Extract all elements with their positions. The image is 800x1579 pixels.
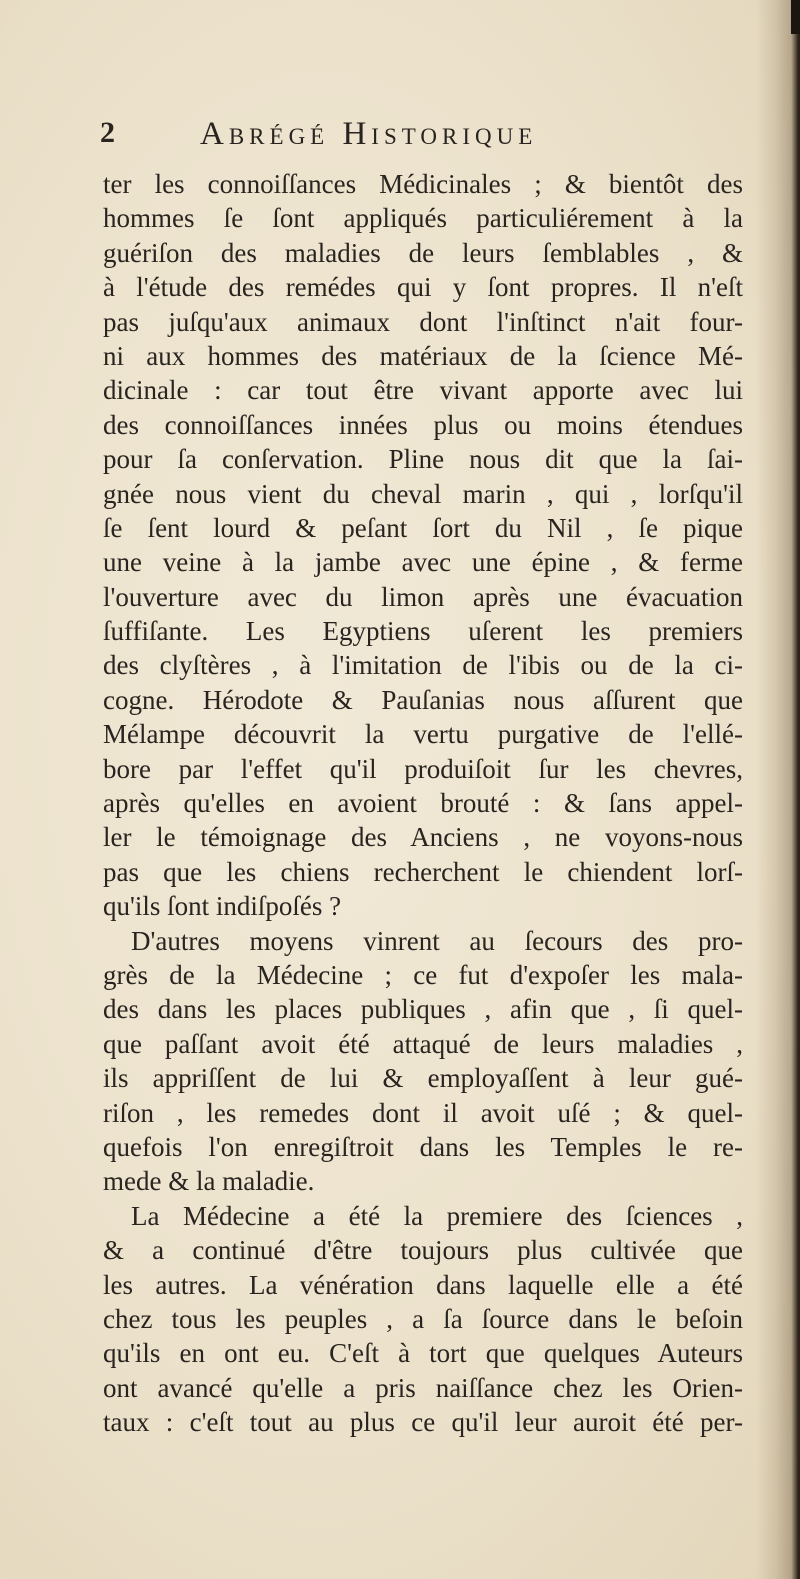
text-line: D'autres moyens vinrent au ſecours des pro- — [131, 925, 743, 956]
text-line: La Médecine a été la premiere des ſciences , — [131, 1200, 743, 1231]
text-line: pas juſqu'aux animaux dont l'inſtinct n'ait four- — [103, 306, 743, 337]
text-line: pour ſa conſervation. Pline nous dit que la ſai- — [103, 444, 743, 475]
page-edge-mark — [791, 0, 800, 34]
text-line: des dans les places publiques , afin que , ſi quel- — [103, 994, 743, 1025]
text-line: après qu'elles en avoient brouté : & ſans appel- — [103, 788, 743, 819]
text-line: dicinale : car tout être vivant apporte avec lui — [103, 375, 743, 406]
text-line: ter les connoiſſances Médicinales ; & bientôt des — [103, 169, 743, 199]
text-line: les autres. La vénération dans laquelle elle a été — [103, 1269, 743, 1300]
text-line: hommes ſe ſont appliqués particuliérement à la — [103, 203, 743, 234]
text-line: qu'ils en ont eu. C'eſt à tort que quelques Auteurs — [103, 1338, 743, 1369]
text-line: guériſon des maladies de leurs ſemblables , & — [103, 237, 743, 268]
text-line: mede & la maladie. — [103, 1166, 315, 1197]
text-line: grès de la Médecine ; ce fut d'expoſer les mala- — [103, 959, 743, 990]
text-line: qu'ils ſont indiſpoſés ? — [103, 891, 342, 922]
text-line: cogne. Hérodote & Pauſanias nous aſſurent que — [103, 684, 743, 715]
body-text — [103, 167, 743, 1439]
text-line: bore par l'effet qu'il produiſoit ſur les chevres, — [103, 753, 743, 784]
text-line: ler le témoignage des Anciens , ne voyons-nous — [103, 822, 743, 853]
text-line: Mélampe découvrit la vertu purgative de l'ellé- — [103, 719, 743, 750]
text-line: des connoiſſances innées plus ou moins étendues — [103, 409, 743, 440]
text-line: une veine à la jambe avec une épine , & ferme — [103, 547, 743, 578]
text-line: ni aux hommes des matériaux de la ſcience Mé- — [103, 340, 743, 371]
text-line: quefois l'on enregiſtroit dans les Temples le re- — [103, 1131, 743, 1162]
text-line: & a continué d'être toujours plus cultivée que — [103, 1235, 743, 1266]
text-line: ils appriſſent de lui & employaſſent à leur gué- — [103, 1063, 743, 1094]
text-line: pas que les chiens recherchent le chiendent lorſ- — [103, 856, 743, 887]
text-line: des clyſtères , à l'imitation de l'ibis ou de la ci- — [103, 650, 743, 681]
text-line: ſuffiſante. Les Egyptiens uſerent les premiers — [103, 616, 743, 647]
text-line: ſe ſent lourd & peſant ſort du Nil , ſe pique — [103, 512, 743, 543]
page-number: 2 — [100, 116, 116, 149]
text-line: gnée nous vient du cheval marin , qui , lorſqu'il — [103, 478, 743, 509]
page-edge-shadow — [756, 0, 800, 1579]
running-head: Abrégé Historique — [200, 116, 538, 152]
text-line: ont avancé qu'elle a pris naiſſance chez les Orien- — [103, 1372, 743, 1403]
page-header — [100, 116, 760, 156]
text-line: chez tous les peuples , a ſa ſource dans le beſoin — [103, 1303, 743, 1334]
text-line: riſon , les remedes dont il avoit uſé ; & quel- — [103, 1097, 743, 1128]
text-line: taux : c'eſt tout au plus ce qu'il leur auroit été per- — [103, 1407, 743, 1438]
text-line: l'ouverture avec du limon après une évacuation — [103, 581, 743, 612]
text-line: que paſſant avoit été attaqué de leurs maladies , — [103, 1028, 743, 1059]
text-line: à l'étude des remédes qui y ſont propres. Il n'eſt — [103, 272, 743, 303]
